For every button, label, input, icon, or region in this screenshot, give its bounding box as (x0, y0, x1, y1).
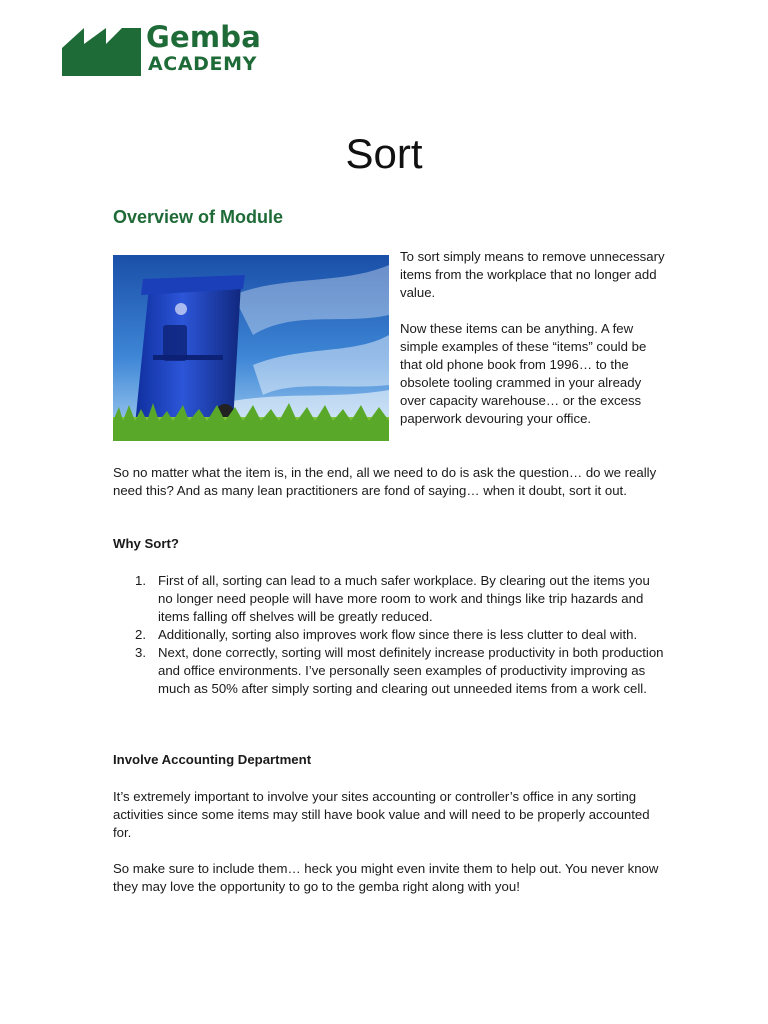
page-title: Sort (345, 130, 423, 177)
list-item (113, 644, 668, 698)
intro-paragraph-2: Now these items can be anything. A few simple examples of these “items” could be that old phone book from 1996… to the obsolete tooling crammed in your already over capacity warehouse… or the excess paperwork devouring your office. (400, 321, 647, 426)
logo-word-gemba: Gemba (146, 20, 262, 54)
list-item-number: 2. (135, 627, 146, 642)
gemba-academy-logo (62, 20, 282, 80)
summary-paragraph: So no matter what the item is, in the end, all we need to do is ask the question… do we really need this? And as many lean practitioners are fond of saying… when it doubt, sort it out. (113, 465, 657, 498)
list-item (113, 626, 668, 644)
accounting-paragraph-1: It’s extremely important to involve your sites accounting or controller’s office in any sorting activities since some items may still have book value and will need to be properly accounted for. (113, 789, 650, 840)
logo-word-academy: ACADEMY (148, 53, 257, 75)
why-sort-list (113, 572, 668, 698)
list-item-text: Next, done correctly, sorting will most definitely increase productivity in both production and office environments. I’ve personally seen examples of productivity improving as much as 50% after simply sorting and clearing out unneeded items from a work cell. (158, 645, 664, 696)
intro-paragraph-1: To sort simply means to remove unnecessary items from the workplace that no longer add value. (400, 249, 665, 300)
list-item-text: Additionally, sorting also improves work flow since there is less clutter to deal with. (158, 627, 638, 642)
why-sort-heading: Why Sort? (113, 536, 179, 551)
accounting-paragraph-2: So make sure to include them… heck you might even invite them to help out. You never know they may love the opportunity to go to the gemba right along with you! (113, 861, 659, 894)
section-title: Overview of Module (113, 207, 284, 227)
list-item-number: 1. (135, 573, 146, 588)
recycling-bin-photo (113, 255, 389, 441)
list-item-number: 3. (135, 645, 146, 660)
list-item (113, 572, 668, 626)
factory-icon (62, 26, 142, 76)
list-item-text: First of all, sorting can lead to a much safer workplace. By clearing out the items you no longer need people will have more room to work and things like trip hazards and items falling off shelves will be greatly reduced. (158, 573, 650, 624)
accounting-heading: Involve Accounting Department (113, 752, 312, 767)
